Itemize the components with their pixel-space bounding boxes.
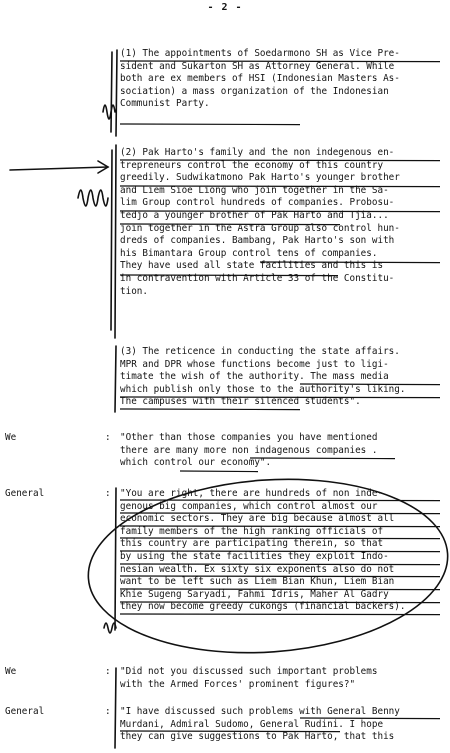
underline-mark (120, 576, 440, 577)
page-number: - 2 - (207, 2, 243, 13)
text-line: join together in the Astra Group also control hun- (120, 222, 400, 234)
underline-mark (260, 262, 440, 263)
text-line: they can give suggestions to Pak Harto, that this (120, 731, 395, 743)
text-line: tion. (120, 285, 148, 297)
underline-mark (120, 61, 440, 62)
underline-mark (120, 275, 338, 276)
text-line: dreds of companies. Bambang, Pak Harto's son with (120, 235, 395, 247)
underline-mark (120, 224, 340, 225)
text-line: sident and Sukarton SH as Attorney General. While (120, 60, 395, 72)
margin-bracket (116, 50, 117, 136)
underline-mark (120, 211, 440, 212)
scribble-mark (104, 623, 116, 633)
text-line: "You are right, there are hundreds of non inde- (120, 488, 384, 499)
underline-mark (120, 500, 440, 501)
speaker-colon: : (105, 432, 111, 443)
margin-bracket (111, 52, 112, 132)
circled-passage-mark (82, 468, 450, 665)
underline-mark (120, 589, 440, 590)
underline-mark (250, 458, 395, 459)
underline-mark (120, 513, 440, 514)
text-line: Murdani, Admiral Sudomo, General Rudini. I hope (120, 718, 384, 730)
text-line: and Liem Sioe Liong who join together in the Sa- (120, 184, 389, 196)
text-line: tedjo a younger brother of Pak Harto and Tjia... (120, 209, 389, 221)
text-line: (3) The reticence in conducting the state affairs. (120, 346, 400, 357)
margin-bracket (115, 488, 116, 630)
speaker-label: We (5, 432, 17, 443)
speaker-label: We (5, 666, 17, 677)
margin-bracket (111, 150, 112, 330)
text-line: timate the wish of the authority. The mass media (120, 371, 389, 383)
text-line: want to be left such as Liem Bian Khun, Liem Bian (120, 576, 395, 588)
text-line: with the Armed Forces' prominent figures?" (120, 678, 356, 690)
text-line: which publish only those to the authority's liking. (120, 383, 406, 395)
underline-mark (120, 124, 300, 125)
text-line: his Bimantara Group control tens of companies. (120, 247, 378, 259)
underline-mark (120, 186, 440, 187)
text-line: there are many more non indagenous companies . (120, 444, 378, 456)
speaker-label: General (5, 488, 45, 499)
text-line: (2) Pak Harto's family and the non indegenous en- (120, 147, 395, 158)
text-line: trepreneurs control the economy of this country (120, 159, 384, 171)
text-line: by using the state facilities they exploit Indo- (120, 550, 389, 562)
text-line: nesian wealth. Ex sixty six exponents also do not (120, 563, 395, 575)
text-line: lim Group control hundreds of companies. Probosu- (120, 197, 395, 209)
underline-mark (120, 409, 300, 410)
underline-mark (300, 718, 440, 719)
speaker-colon: : (105, 706, 111, 717)
speaker-colon: : (105, 488, 111, 499)
speaker-colon: : (105, 666, 111, 677)
underline-mark (120, 160, 440, 161)
arrow-mark (10, 167, 108, 170)
text-line: economic sectors. They are big because almost all (120, 513, 395, 525)
text-line: greedily. Sudwikatmono Pak Harto's younger brother (120, 172, 400, 184)
underline-mark (120, 551, 440, 552)
underline-mark (120, 731, 340, 732)
text-line: both are ex members of HSI (Indonesian Masters As- (120, 73, 400, 85)
underline-mark (120, 614, 440, 615)
text-line: "Other than those companies you have mentioned (120, 432, 378, 443)
text-line: Communist Party. (120, 98, 210, 110)
text-line: MPR and DPR whose functions become just to ligi- (120, 358, 389, 370)
underline-mark (120, 538, 440, 539)
text-line: They have used all state facilities and this is (120, 260, 384, 272)
underline-mark (120, 602, 440, 603)
text-line: genous big companies, which control almost our (120, 500, 378, 512)
underline-mark (120, 397, 440, 398)
text-line: (1) The appointments of Soedarmono SH as Vice Pre- (120, 48, 400, 59)
underline-mark (120, 564, 440, 565)
speaker-label: General (5, 706, 45, 717)
text-line: sociation) a mass organization of the Indonesian (120, 85, 389, 97)
margin-bracket (115, 668, 116, 748)
text-line: "I have discussed such problems with General Benny (120, 706, 400, 717)
margin-bracket (115, 145, 116, 338)
text-line: The campuses with their silenced students". (120, 396, 361, 408)
text-line: family members of the high ranking officials of (120, 525, 384, 537)
margin-bracket (115, 346, 116, 412)
text-line: Khie Sugeng Saryadi, Fahmi Idris, Maher Al Gadry (120, 588, 389, 600)
underline-mark (300, 384, 440, 385)
text-line: which control our economy". (120, 457, 272, 469)
underline-mark (180, 471, 258, 472)
scribble-mark (103, 105, 115, 119)
text-line: in contravention with Article 33 of the Constitu- (120, 272, 395, 284)
text-line: "Did not you discussed such important problems (120, 666, 378, 677)
text-line: they now become greedy cukongs (financial backers). (120, 601, 406, 613)
underline-mark (120, 526, 440, 527)
scribble-mark (78, 190, 108, 206)
text-line: this country are participating therein, so that (120, 538, 384, 550)
